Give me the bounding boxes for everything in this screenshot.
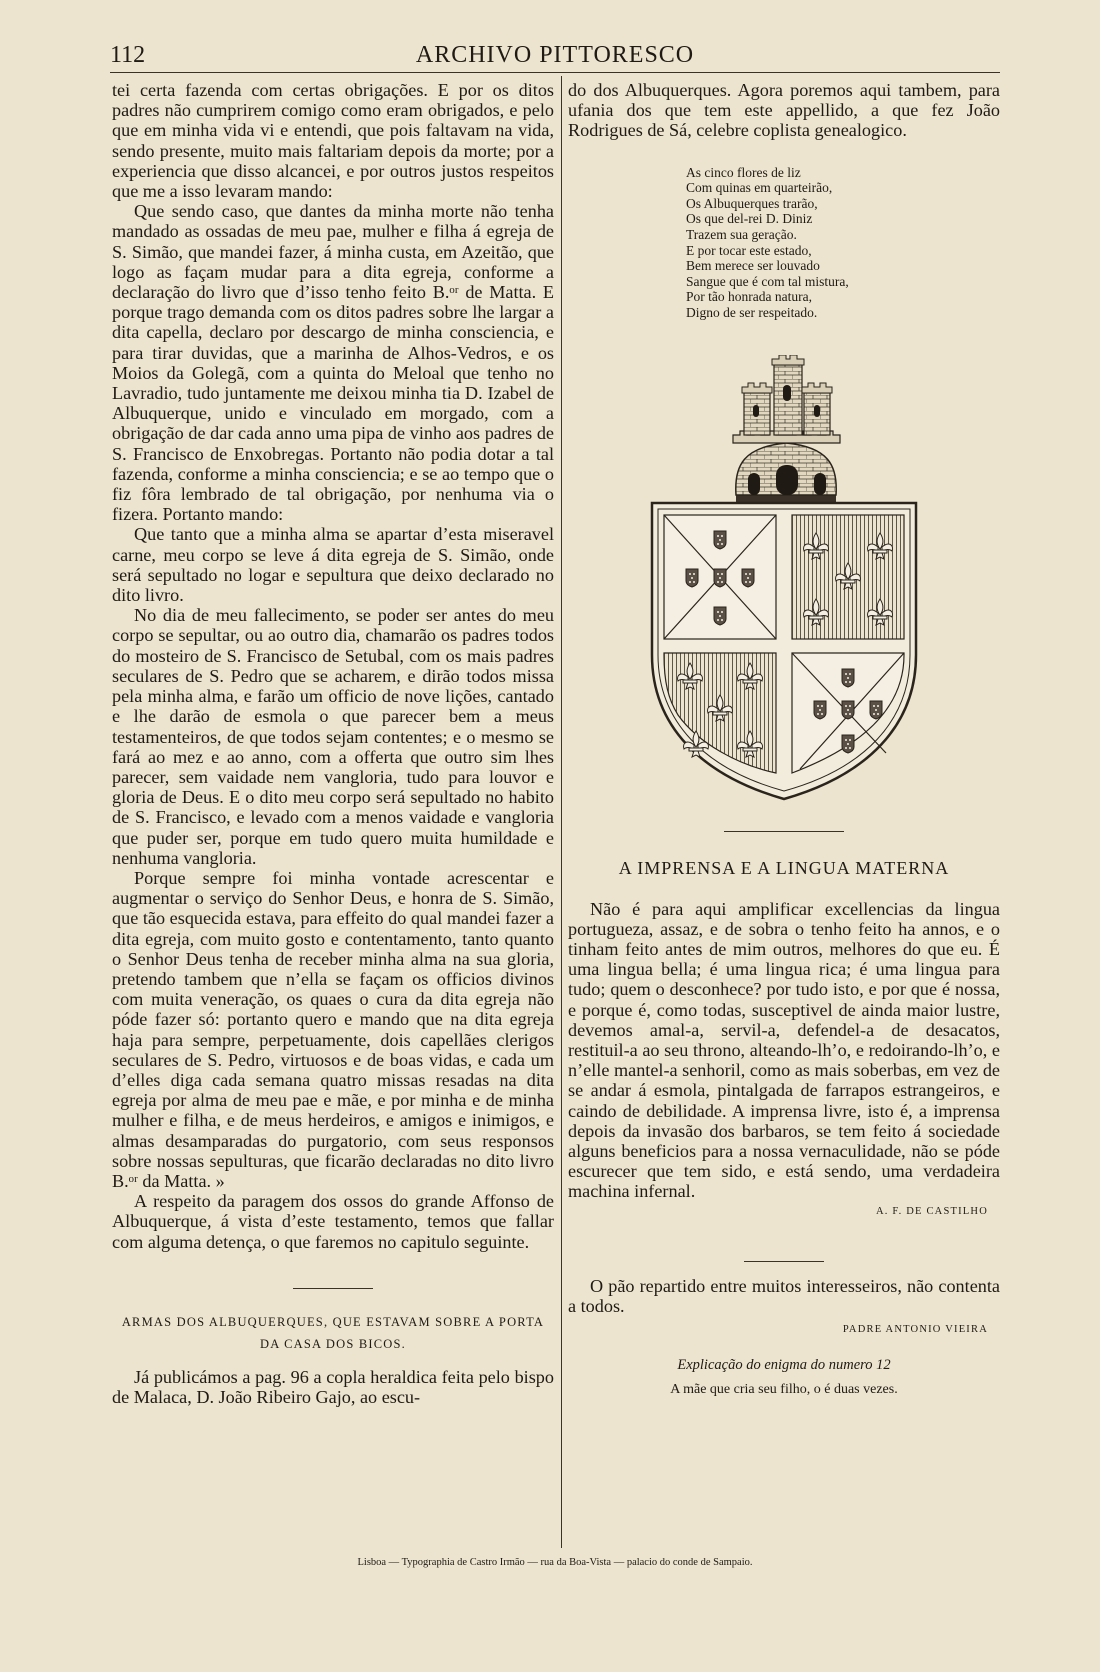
section-author: A. F. DE CASTILHO [875,1205,988,1217]
page-header [110,40,1000,74]
page-number: 112 [110,42,146,68]
poem [686,165,1000,321]
poem-line: E por tocar este estado, [686,242,812,258]
poem-line: Com quinas em quarteirão, [686,180,833,196]
printer-imprint: Lisboa — Typographia de Castro Irmão — rua da Boa-Vista — palacio do conde de Sampaio. [357,1557,753,1568]
left-column [112,80,554,1407]
poem-line: Bem merece ser louvado [686,258,820,274]
paragraph: tei certa fazenda com certas obrigações. E por os ditos padres não cumprirem comigo como eram obrigados, e pelo que em minha vida vi e entendi, que pois faltavam na vida, sendo presente, muito mais faltariam depois da morte; por a experiencia que disso alcancei, e por outros justos respeitos que me a isso levaram mando: [112,80,554,202]
enigma-title: Explicação do enigma do numero 12 [677,1357,891,1373]
column-divider [561,76,562,1548]
paragraph: Já publicámos a pag. 96 a copla heraldica feita pelo bispo de Malaca, D. João Ribeiro Gajo, ao escu- [112,1366,554,1407]
poem-line: Digno de ser respeitado. [686,304,818,320]
section-title: A IMPRENSA E A LINGUA MATERNA [618,857,950,878]
poem-line: Os Albuquerques trarão, [686,195,818,211]
paragraph: Porque sempre foi minha vontade acrescentar e augmentar o serviço do Senhor Deus, e honra de S. Simão, que tão esquecida estava, para effeito do qual mandei fazer a dita egreja, com muito gosto e contentamento, tanto quanto o Senhor Deus tenha de receber minha alma na sua gloria, pretendo tambem que n’ella se façam os officios divinos com muita veneração, os quaes o cura da dita egreja não póde fazer só: portanto quero e mando que na dita egreja haja para sempre, perpetuamente, dois capellães clerigos seculares de S. Pedro, virtuosos e de boas vidas, e cada um d’elles diga cada semana quatro missas resadas na dita egreja por alma de meu pae e mãe, e por minha e de minha mulher e filha, e de meus herdeiros, e amigos e inimigos, e almas desamparadas do purgatorio, com seus responsos sobre nossas sepulturas, que ficarão declaradas no dito livro B.ᵒʳ da Matta. » [112,867,554,1191]
poem-line: Por tão honrada natura, [686,289,812,305]
coat-of-arms-illustration [568,355,1000,805]
paragraph: Não é para aqui amplificar excellencias da lingua portugueza, assaz, e de sobra o tenho feito ha annos, e o tinham feito antes de mim outros, melhores do que eu. É uma lingua bella; é uma lingua rica; é uma lingua para tudo; quem o desconhece? por tudo isto, e por que é nossa, e porque é, como todas, susceptivel de ainda maior lustre, devemos amal-a, servil-a, defendel-a de desacatos, restituil-a ao seu throno, alteando-lh’o, e redoirando-lh’o, e n’elle mantel-a senhoril, como as mais soberbas, em vez de se andar á esmola, pintalgada de farrapos estrangeiros, e caindo de debilidade. A imprensa livre, isto é, a imprensa depois da invasão dos barbaros, se tem feito á sociedade alguns beneficios para a nossa vernaculidade, não se póde escurecer que tem sido, e está sendo, uma verdadeira machina infernal. [568,898,1000,1202]
poem-line: Os que del-rei D. Diniz [686,211,813,227]
poem-line: Sangue que é com tal mistura, [686,273,849,289]
quote: O pão repartido entre muitos interesseiros, não contenta a todos. [568,1275,1000,1316]
quote-author: PADRE ANTONIO VIEIRA [842,1324,988,1335]
poem-line: As cinco flores de liz [686,164,801,180]
poem-line: Trazem sua geração. [686,226,797,242]
right-column [568,80,1000,1398]
paragraph: Que tanto que a minha alma se apartar d’esta miseravel carne, meu corpo se leve á dita egreja de S. Simão, onde será sepultado no logar e sepultura que deixo declarado no dito livro. [112,524,554,606]
header-rule [110,72,1000,73]
paragraph: A respeito da paragem dos ossos do grande Affonso de Albuquerque, á vista d’este testamento, temos que fallar com alguma detença, o que faremos no capitulo seguinte. [112,1191,554,1252]
paragraph: No dia de meu fallecimento, se poder ser antes do meu corpo se sepultar, ou ao outro dia, chamarão os padres todos do mosteiro de S. Francisco de Setubal, com os mais padres seculares de S. Pedro que se acharem, e dirão todos missa pela minha alma, e farão um officio de nove lições, cantado e lhe darão de esmola o que parecer bem a meus testamenteiros, de que todos sejam contentes; e o mesmo se fará ao mez e ao anno, com a offerta que outro sim lhes parecer, sem vaidade nem vangloria, tudo para louvor e gloria de Deus. E o dito meu corpo será sepultado no habito de S. Francisco, e levado com a menos vaidade e vangloria que puder ser, porque em tudo quero muita humildade e nenhuma vangloria. [112,605,554,868]
journal-title: ARCHIVO PITTORESCO [415,42,695,68]
paragraph: do dos Albuquerques. Agora poremos aqui tambem, para ufania dos que tem este appellido, a que fez João Rodrigues de Sá, celebre coplista genealogico. [568,80,1000,141]
figure-caption: ARMAS DOS ALBUQUERQUES, QUE ESTAVAM SOBRE A PORTA DA CASA DOS BICOS. [121,1314,545,1351]
paragraph: Que sendo caso, que dantes da minha morte não tenha mandado as ossadas de meu pae, mulher e filha á egreja de S. Simão, que mandei fazer, á minha custa, em Azeitão, que logo as façam mudar para a dita egreja, conforme a declaração do livro que d’isso tenho feito B.ᵒʳ de Matta. E porque trago demanda com os ditos padres sobre lhe largar a dita capella, declaro por descargo de minha consciencia, e para tirar duvidas, que a marinha de Alhos-Vedros, e os Moios da Golegã, com a quinta do Meloal que tenho no Lavradio, tudo juntamente me deixou minha tia D. Izabel de Albuquerque, unido e vinculado em morgado, com a obrigação de dar cada anno uma pipa de vinho aos padres de S. Francisco de Enxobregas. Portanto não podia dotar a tal fazenda, conforme a minha consciencia; e se ao tempo que o fiz fôra lembrado de tal obrigação, por nenhuma via o fizera. Portanto mando: [112,201,554,525]
enigma-answer: A mãe que cria seu filho, o é duas vezes. [670,1382,898,1397]
